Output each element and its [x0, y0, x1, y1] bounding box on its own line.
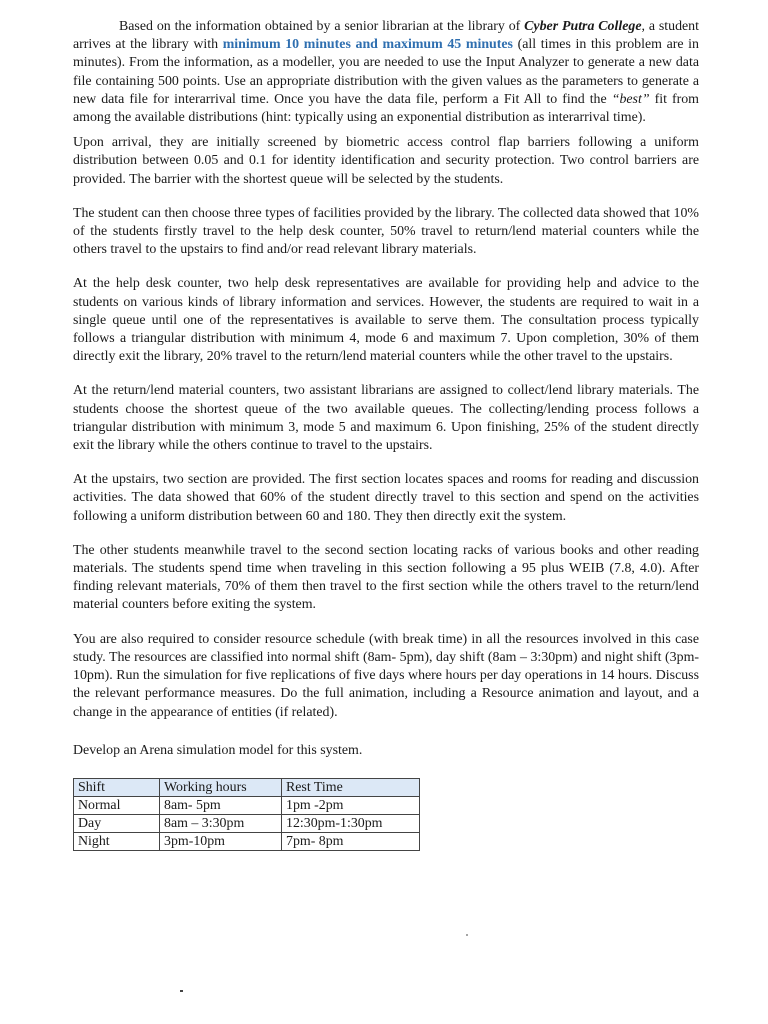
cell-shift: Day: [74, 814, 160, 832]
table-row: [74, 832, 420, 850]
shift-table: [73, 778, 420, 851]
header-shift: Shift: [74, 778, 160, 796]
table-row: [74, 814, 420, 832]
college-name: Cyber Putra College: [524, 19, 642, 34]
paragraph-schedule: You are also required to consider resource schedule (with break time) in all the resources involved in this case study. The resources are classified into normal shift (8am- 5pm), day shift (8am – 3:30pm) and night shift (3pm-10pm). Run the simulation for five replications of five days where hours per day operations in 14 hours. Discuss the relevant performance measures. Do the full animation, including a Resource animation and layout, and a change in the appearance of entities (if related).: [73, 631, 699, 720]
cell-shift: Night: [74, 832, 160, 850]
paragraph-help-desk: At the help desk counter, two help desk representatives are available for providing help and advice to the students on various kinds of library information and services. However, the students are required to wait in a single queue until one of the representatives is available to serve them. The consultation process typically follows a triangular distribution with minimum 4, mode 6 and maximum 7. Upon completion, 30% of them directly exit the library, 20% travel to the return/lend material counters while the other travel to the upstairs.: [73, 276, 699, 365]
cell-working-hours: 8am- 5pm: [160, 796, 282, 814]
p1-text-a: Based on the information obtained by a senior librarian at the library of: [119, 19, 525, 34]
p1-text-b: , a student arrives at the library with: [73, 19, 699, 53]
cell-rest-time: 1pm -2pm: [282, 796, 420, 814]
paragraph-closing: Develop an Arena simulation model for this system.: [73, 742, 363, 758]
scan-speck: [180, 990, 183, 992]
cell-working-hours: 8am – 3:30pm: [160, 814, 282, 832]
shift-table-header-row: [74, 778, 420, 796]
table-row: [74, 796, 420, 814]
paragraph-upstairs: At the upstairs, two section are provided. The first section locates spaces and rooms for reading and discussion activities. The data showed that 60% of the student directly travel to this section and spend on the activities following a uniform distribution between 60 and 180. They then directly exit the system.: [73, 472, 699, 524]
paragraph-arrival: [73, 18, 699, 127]
paragraph-return-lend: At the return/lend material counters, two assistant librarians are assigned to collect/lend library materials. The students choose the shortest queue of the two available queues. The collecting/lending process follows a triangular distribution with minimum 3, mode 5 and maximum 6. Upon finishing, 25% of the student directly exit the library while the others continue to travel to the upstairs.: [73, 383, 699, 454]
paragraph-second-section: The other students meanwhile travel to the second section locating racks of various books and other reading materials. The students spend time when traveling in this section following a 95 plus WEIB (7.8, 4.0). After finding relevant materials, 70% of them then travel to the first section while the others travel to the return/lend material counters before exiting the system.: [73, 542, 699, 613]
paragraph-facilities: The student can then choose three types of facilities provided by the library. The collected data showed that 10% of the students firstly travel to the help desk counter, 50% travel to return/lend material counters while the others travel to the upstairs to find and/or read relevant library materials.: [73, 205, 699, 258]
best-quote: “best”: [611, 91, 650, 107]
header-working-hours: Working hours: [160, 778, 282, 796]
arrival-range-highlight: minimum 10 minutes and maximum 45 minutes: [222, 37, 513, 53]
cell-working-hours: 3pm-10pm: [160, 832, 282, 850]
p1-text-d: fit from among the available distributions (hint: typically using an exponential distribution as interarrival time).: [73, 91, 699, 126]
cell-rest-time: 12:30pm-1:30pm: [282, 814, 420, 832]
scan-speck: [466, 934, 468, 936]
cell-rest-time: 7pm- 8pm: [282, 832, 420, 850]
header-rest-time: Rest Time: [282, 778, 420, 796]
document-body: [73, 18, 699, 851]
paragraph-screening: Upon arrival, they are initially screened by biometric access control flap barriers following a uniform distribution between 0.05 and 0.1 for identity identification and security protection. Two control barriers are provided. The barrier with the shortest queue will be selected by the students.: [73, 135, 699, 187]
p1-text-c: (all times in this problem are in minutes). From the information, as a modeller, you are needed to use the Input Analyzer to generate a new data file containing 500 points. Use an appropriate distribution with the given values as the parameters to generate a new data file for interarrival time. Once you have the data file, perform a Fit All to find the: [73, 37, 699, 107]
cell-shift: Normal: [74, 796, 160, 814]
